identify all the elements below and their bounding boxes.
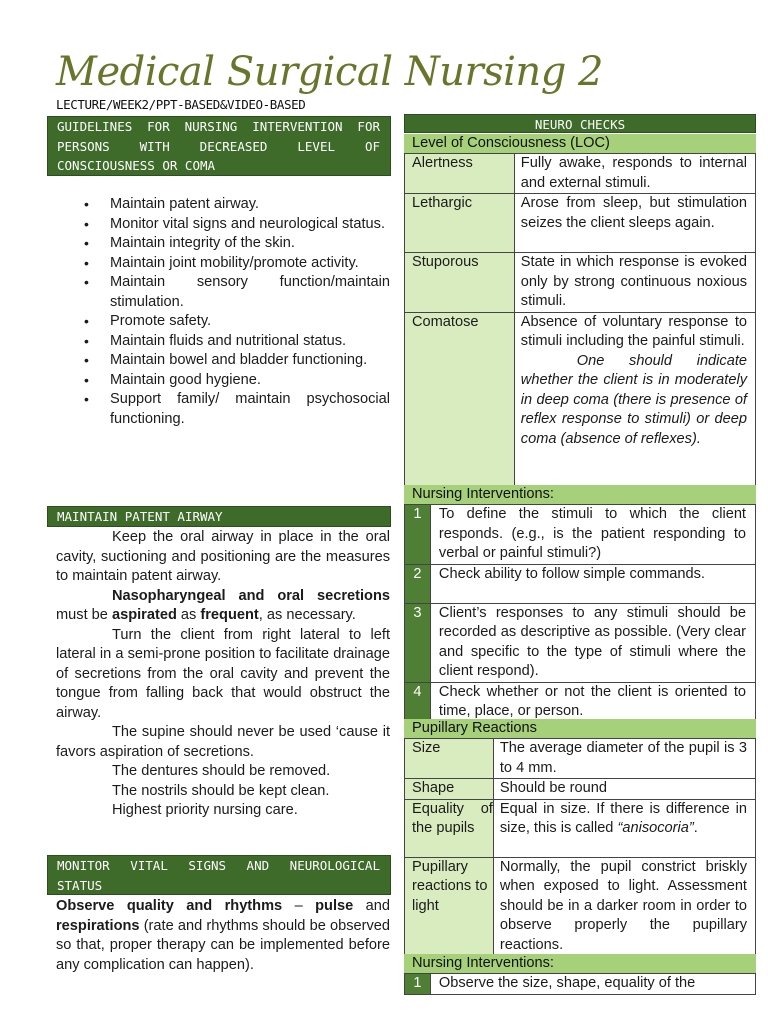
- document-subtitle: LECTURE/WEEK2/PPT-BASED&VIDEO-BASED: [56, 97, 306, 112]
- row-number: 2: [405, 564, 431, 603]
- vitals-section: [56, 897, 390, 975]
- pupil-label: Equality of the pupils: [405, 799, 494, 857]
- bold-text: aspirated: [111, 607, 177, 623]
- loc-value: State in which response is evoked only by strong continuous noxious stimuli.: [514, 253, 755, 313]
- text: .: [693, 820, 698, 836]
- airway-paragraph-6: The nostrils should be kept clean.: [112, 782, 330, 799]
- list-item: • Maintain good hygiene.: [82, 371, 390, 391]
- row-text: Observe the size, shape, equality of the: [430, 974, 755, 995]
- pupil-value: Normally, the pupil constrict briskly when exposed to light. Assessment should be in a darker room in order to observe properly the pupillary reactions.: [493, 857, 755, 956]
- loc-value: Arose from sleep, but stimulation seizes the client sleeps again.: [514, 194, 755, 253]
- vitals-header-text: MONITOR VITAL SIGNS AND NEUROLOGICAL STATUS: [57, 858, 380, 893]
- nursing-interventions-header: Nursing Interventions:: [404, 485, 756, 505]
- airway-paragraph-2: [56, 587, 390, 626]
- list-item: • Promote safety.: [82, 312, 390, 332]
- row-number: 1: [405, 974, 431, 995]
- loc-value: [514, 312, 755, 487]
- row-number: 1: [405, 505, 431, 565]
- airway-paragraph-7: Highest priority nursing care.: [112, 802, 298, 818]
- airway-paragraph-5: The dentures should be removed.: [112, 763, 331, 779]
- pupillary-reactions-header: Pupillary Reactions: [404, 719, 756, 739]
- text: must be: [56, 607, 112, 623]
- nursing-interventions-table: [404, 504, 756, 723]
- pupillary-reactions-table: [404, 738, 756, 956]
- pupil-value: Should be round: [493, 779, 755, 800]
- table-row: [405, 739, 756, 779]
- text: Equal in size. If there is difference in size, this is called: [499, 800, 747, 836]
- row-text: To define the stimuli to which the client responds. (e.g., is the patient responding to verbal or painful stimuli?): [430, 505, 755, 565]
- list-item: • Maintain joint mobility/promote activity.: [82, 254, 390, 274]
- pupil-label: Pupillary reactions to light: [405, 857, 494, 956]
- airway-header: [47, 506, 391, 527]
- list-item: • Maintain fluids and nutritional status.: [82, 332, 390, 352]
- pupil-value: The average diameter of the pupil is 3 to 4 mm.: [493, 739, 755, 779]
- pupil-value: [493, 799, 755, 857]
- row-number: 3: [405, 603, 431, 682]
- guidelines-header-text: GUIDELINES FOR NURSING INTERVENTION FOR PERSONS WITH DECREASED LEVEL OF CONSCIOUSNESS OR COMA: [57, 119, 380, 173]
- airway-header-text: MAINTAIN PATENT AIRWAY: [57, 509, 223, 524]
- pupil-label: Size: [405, 739, 494, 779]
- loc-note: One should indicate whether the client is in moderately in deep coma (there is presence of reflex response to stimuli) or deep coma (absence of reflexes).: [520, 352, 747, 447]
- loc-value-text: Absence of voluntary response to stimuli including the painful stimuli.: [520, 313, 747, 349]
- neuro-checks-header: [404, 114, 756, 133]
- row-text: Client’s responses to any stimuli should be recorded as descriptive as possible. (Very clear and specific to the type of stimuli where the client respond).: [430, 603, 755, 682]
- table-row: [405, 505, 756, 565]
- text: as: [176, 607, 201, 623]
- loc-header: Level of Consciousness (LOC): [404, 134, 756, 154]
- vitals-header: [47, 855, 391, 895]
- list-item: • Maintain sensory function/maintain stimulation.: [82, 273, 390, 312]
- neuro-checks-header-text: NEURO CHECKS: [534, 117, 626, 132]
- pupil-label: Shape: [405, 779, 494, 800]
- loc-label: Comatose: [405, 312, 515, 487]
- list-item: • Maintain patent airway.: [82, 195, 390, 215]
- airway-section: [56, 528, 390, 821]
- bold-text: pulse: [315, 898, 354, 914]
- bold-text: respirations: [56, 917, 140, 934]
- table-row: [405, 799, 756, 857]
- airway-paragraph-3: Turn the client from right lateral to left lateral in a semi-prone position to facilitate drainage of secretions from the oral cavity and prevent the tongue from falling back that would obstruct the airway.: [56, 626, 390, 721]
- text: , as necessary.: [258, 607, 356, 623]
- table-row: [405, 974, 756, 995]
- table-row: [405, 194, 756, 253]
- table-row: [405, 154, 756, 194]
- table-row: [405, 682, 756, 722]
- row-text: Check ability to follow simple commands.: [430, 564, 755, 603]
- row-text: Check whether or not the client is oriented to time, place, or person.: [430, 682, 755, 722]
- table-row: [405, 779, 756, 800]
- table-row: [405, 857, 756, 956]
- loc-value: Fully awake, responds to internal and external stimuli.: [514, 154, 755, 194]
- italic-term: “anisocoria”: [617, 820, 694, 836]
- list-item: • Maintain integrity of the skin.: [82, 234, 390, 254]
- table-row: [405, 253, 756, 313]
- table-row: [405, 312, 756, 487]
- table-row: [405, 603, 756, 682]
- guidelines-header: [47, 116, 391, 176]
- row-number: 4: [405, 682, 431, 722]
- nursing-interventions-header-2: Nursing Interventions:: [404, 954, 756, 974]
- loc-label: Stuporous: [405, 253, 515, 313]
- airway-paragraph-4: The supine should never be used ‘cause it favors aspiration of secretions.: [56, 724, 390, 760]
- list-item: • Maintain bowel and bladder functioning.: [82, 351, 390, 371]
- bold-text: Nasopharyngeal and oral secretions: [112, 587, 390, 604]
- list-item: • Monitor vital signs and neurological status.: [82, 215, 390, 235]
- airway-paragraph-1: Keep the oral airway in place in the oral cavity, suctioning and positioning are the measures to maintain patent airway.: [56, 529, 390, 584]
- bold-text: Observe quality and rhythms: [56, 898, 283, 914]
- loc-label: Lethargic: [405, 194, 515, 253]
- list-item: • Support family/ maintain psychosocial functioning.: [82, 390, 390, 429]
- loc-table: [404, 153, 756, 488]
- loc-label: Alertness: [405, 154, 515, 194]
- document-title: Medical Surgical Nursing 2: [56, 49, 603, 95]
- text: (rate and rhythms should be observed so that, proper therapy can be implemented before any complication can happen).: [56, 917, 390, 973]
- vitals-paragraph: [56, 897, 390, 975]
- nursing-interventions-table-2: [404, 973, 756, 995]
- guidelines-list: [82, 195, 390, 429]
- table-row: [405, 564, 756, 603]
- text: –: [282, 898, 316, 914]
- bold-text: frequent: [200, 607, 259, 623]
- text: and: [353, 898, 391, 914]
